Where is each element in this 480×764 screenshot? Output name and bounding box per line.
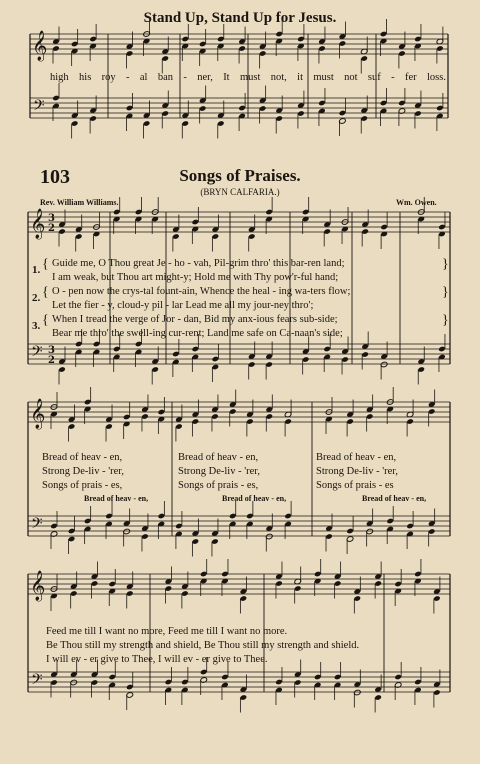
lyric-syllable: ner, — [197, 72, 213, 83]
lyric-phrase: Songs of prais - es — [316, 480, 394, 491]
brace-left: { — [42, 313, 49, 328]
time-signature: 3 — [48, 213, 55, 224]
lyric-line: Feed me till I want no more, Feed me till I want no more. — [46, 626, 288, 637]
lyric-syllable: loss. — [427, 72, 446, 83]
bass-clef-icon: 𝄢 — [31, 343, 43, 364]
poet-credit: Rev. William Williams. — [40, 198, 119, 207]
lyric-syllable: ban — [157, 72, 173, 83]
lyric-line: Let the fier - y, cloud-y pil - lar Lead me all my jour-ney thro'; — [52, 300, 314, 311]
bass-clef-icon: 𝄢 — [31, 515, 43, 536]
composer-credit: Wm. Owen. — [396, 198, 437, 207]
lyric-syllable: - — [391, 72, 395, 83]
time-signature: 3 — [48, 345, 55, 356]
lyric-line: O - pen now the crys-tal fount-ain, Whence the heal - ing wa-ters flow; — [52, 286, 351, 297]
hymn-number: 103 — [40, 166, 70, 188]
lyric-syllable: high — [50, 72, 69, 83]
brace-left: { — [42, 257, 49, 272]
lyric-phrase: Songs of prais - es, — [178, 480, 259, 491]
lyric-syllable: it — [297, 72, 303, 83]
lyric-syllable: his — [79, 72, 92, 83]
bass-clef-icon: 𝄢 — [31, 671, 43, 692]
lyric-syllable: It — [223, 72, 230, 83]
lyric-phrase: Strong De-liv - 'rer, — [316, 466, 398, 477]
treble-clef-icon: 𝄞 — [32, 31, 48, 61]
lyric-syllable: roy — [101, 72, 116, 83]
lyric-syllable: al — [139, 72, 148, 83]
lyric-line: I am weak, but Thou art might-y; Hold me with Thy pow'r-ful hand; — [52, 272, 339, 283]
bass-lyric: Bread of heav - en, — [362, 494, 427, 503]
treble-clef-icon: 𝄞 — [30, 209, 46, 239]
bass-clef-icon: 𝄢 — [33, 97, 45, 118]
lyric-phrase: Bread of heav - en, — [316, 452, 397, 463]
lyric-syllable: must — [239, 72, 261, 83]
lyric-phrase: Strong De-liv - 'rer, — [42, 466, 124, 477]
lyric-syllable: - — [126, 72, 130, 83]
treble-clef-icon: 𝄞 — [30, 571, 46, 601]
bass-lyric: Bread of heav - en, — [222, 494, 287, 503]
time-signature: 2 — [48, 355, 55, 366]
brace-right: } — [442, 313, 449, 328]
previous-hymn-title: Stand Up, Stand Up for Jesus. — [143, 10, 337, 26]
brace-right: } — [442, 257, 449, 272]
lyric-line: Guide me, O Thou great Je - ho - vah, Pil-grim thro' this bar-ren land; — [52, 258, 345, 269]
lyric-line: I will ev - er give to Thee, I will ev - er give to Thee. — [46, 654, 268, 665]
tune-name: (BRYN CALFARIA.) — [200, 187, 280, 197]
lyric-line: Bear me thro' the swell-ing cur-rent; Land me safe on Ca-naan's side; — [52, 328, 343, 339]
verse-number: 1. — [32, 264, 41, 276]
time-signature: 2 — [48, 223, 55, 234]
hymn-title: Songs of Praises. — [179, 166, 301, 185]
lyric-phrase: Songs of prais - es, — [42, 480, 123, 491]
brace-left: { — [42, 285, 49, 300]
lyric-syllable: suf — [367, 72, 381, 83]
treble-clef-icon: 𝄞 — [30, 399, 46, 429]
lyric-syllable: not, — [270, 72, 287, 83]
lyric-syllable: fer — [404, 72, 417, 83]
bass-lyric: Bread of heav - en, — [84, 494, 149, 503]
lyric-syllable: not — [344, 72, 358, 83]
lyric-syllable: must — [313, 72, 334, 83]
lyric-phrase: Strong De-liv - 'rer, — [178, 466, 260, 477]
lyric-phrase: Bread of heav - en, — [42, 452, 123, 463]
verse-number: 2. — [32, 292, 41, 304]
brace-right: } — [442, 285, 449, 300]
lyric-line: Be Thou still my strength and shield, Be Thou still my strength and shield. — [46, 640, 360, 651]
lyric-line: When I tread the verge of Jor - dan, Bid my anx-ious fears sub-side; — [52, 314, 338, 325]
verse-number: 3. — [32, 320, 41, 332]
lyric-phrase: Bread of heav - en, — [178, 452, 259, 463]
lyric-syllable: - — [183, 72, 187, 83]
